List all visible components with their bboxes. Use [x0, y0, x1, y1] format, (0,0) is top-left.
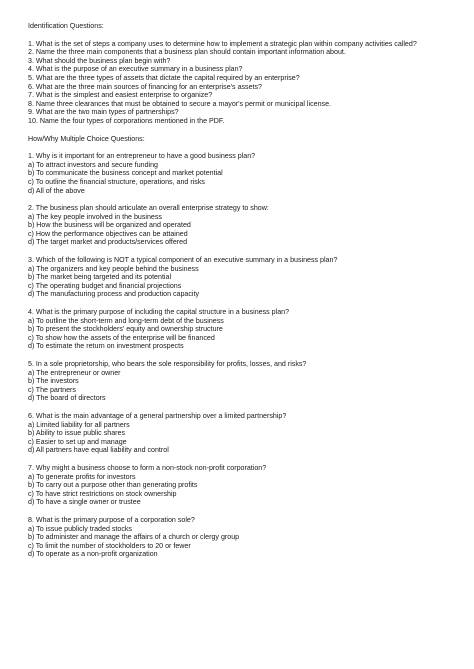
identification-question: 6. What are the three main sources of financing for an enterprise's assets?: [28, 82, 262, 91]
mc-option: b) To carry out a purpose other than generating profits: [28, 481, 198, 490]
mc-option: a) To attract investors and secure funding: [28, 160, 158, 169]
mc-question: 5. In a sole proprietorship, who bears the sole responsibility for profits, losses, and risks?: [28, 360, 307, 368]
mc-option: a) Limited liability for all partners: [28, 420, 130, 429]
identification-question: 1. What is the set of steps a company uses to determine how to implement a strategic plan within company activities called?: [28, 39, 417, 48]
mc-question: 8. What is the primary purpose of a corporation sole?: [28, 515, 195, 524]
mc-option: c) The operating budget and financial projections: [28, 281, 182, 290]
mc-question: 2. The business plan should articulate an overall enterprise strategy to show:: [28, 204, 269, 213]
mc-option: c) To have strict restrictions on stock ownership: [28, 489, 177, 498]
mc-option: b) To administer and manage the affairs of a church or clergy group: [28, 533, 240, 542]
mc-option: a) The entrepreneur or owner: [28, 368, 121, 377]
identification-question: 7. What is the simplest and easiest enterprise to organize?: [28, 91, 213, 100]
mc-option: c) How the performance objectives can be attained: [28, 229, 188, 238]
mc-question: 4. What is the primary purpose of including the capital structure in a business plan?: [28, 308, 290, 317]
mc-question-block: [28, 412, 446, 455]
mc-option: c) To outline the financial structure, operations, and risks: [28, 177, 205, 186]
mc-option: c) The partners: [28, 385, 76, 394]
identification-question: 10. Name the four types of corporations mentioned in the PDF.: [28, 116, 225, 125]
identification-question: 3. What should the business plan begin with?: [28, 56, 171, 65]
mc-option: c) To show how the assets of the enterprise will be financed: [28, 333, 215, 342]
mc-option: b) To communicate the business concept and market potential: [28, 169, 223, 178]
identification-question: 5. What are the three types of assets that dictate the capital required by an enterprise?: [28, 73, 300, 82]
mc-option: d) The manufacturing process and production capacity: [28, 290, 200, 299]
mc-question-block: [28, 308, 446, 351]
identification-question-list: [28, 40, 446, 126]
identification-question: 9. What are the two main types of partnerships?: [28, 108, 179, 117]
mc-option: b) The market being targeted and its potential: [28, 273, 172, 282]
mc-option: c) Easier to set up and manage: [28, 437, 127, 446]
mc-option: a) To outline the short-term and long-term debt of the business: [28, 316, 224, 325]
mc-option: d) The target market and products/services offered: [28, 238, 188, 247]
mc-question-block: [28, 464, 446, 507]
mc-option: c) To limit the number of stockholders to 20 or fewer: [28, 541, 191, 550]
mc-question-block: [28, 360, 446, 403]
mc-option: d) To estimate the return on investment prospects: [28, 342, 184, 351]
mc-option: b) How the business will be organized and operated: [28, 221, 191, 230]
mc-option: d) All of the above: [28, 186, 85, 195]
mc-question: 1. Why is it important for an entrepreneur to have a good business plan?: [28, 152, 256, 161]
identification-heading: Identification Questions:: [28, 22, 104, 30]
mc-question-block: [28, 152, 446, 195]
mc-option: a) The organizers and key people behind the business: [28, 264, 199, 273]
mc-option: a) The key people involved in the business: [28, 212, 162, 221]
mc-option: d) All partners have equal liability and control: [28, 446, 169, 455]
mc-option: b) To present the stockholders' equity and ownership structure: [28, 325, 223, 334]
mc-question: 3. Which of the following is NOT a typical component of an executive summary in a business plan?: [28, 256, 338, 265]
mc-option: b) Ability to issue public shares: [28, 429, 125, 438]
identification-question: 4. What is the purpose of an executive summary in a business plan?: [28, 65, 243, 74]
mc-question: 7. Why might a business choose to form a non-stock non-profit corporation?: [28, 463, 267, 472]
mc-question-block: [28, 204, 446, 247]
mc-option: a) To issue publicly traded stocks: [28, 524, 132, 533]
mc-question-block: [28, 516, 446, 559]
multiple-choice-heading: How/Why Multiple Choice Questions:: [28, 134, 145, 143]
mc-question-block: [28, 256, 446, 299]
identification-question: 8. Name three clearances that must be obtained to secure a mayor's permit or municipal license.: [28, 99, 331, 108]
mc-option: d) The board of directors: [28, 394, 106, 403]
mc-option: d) To have a single owner or trustee: [28, 498, 141, 507]
mc-option: b) The investors: [28, 377, 79, 386]
mc-option: a) To generate profits for investors: [28, 472, 136, 481]
mc-option: d) To operate as a non-profit organization: [28, 550, 158, 559]
identification-question: 2. Name the three main components that a business plan should contain important information about.: [28, 48, 346, 57]
mc-question: 6. What is the main advantage of a general partnership over a limited partnership?: [28, 411, 287, 420]
